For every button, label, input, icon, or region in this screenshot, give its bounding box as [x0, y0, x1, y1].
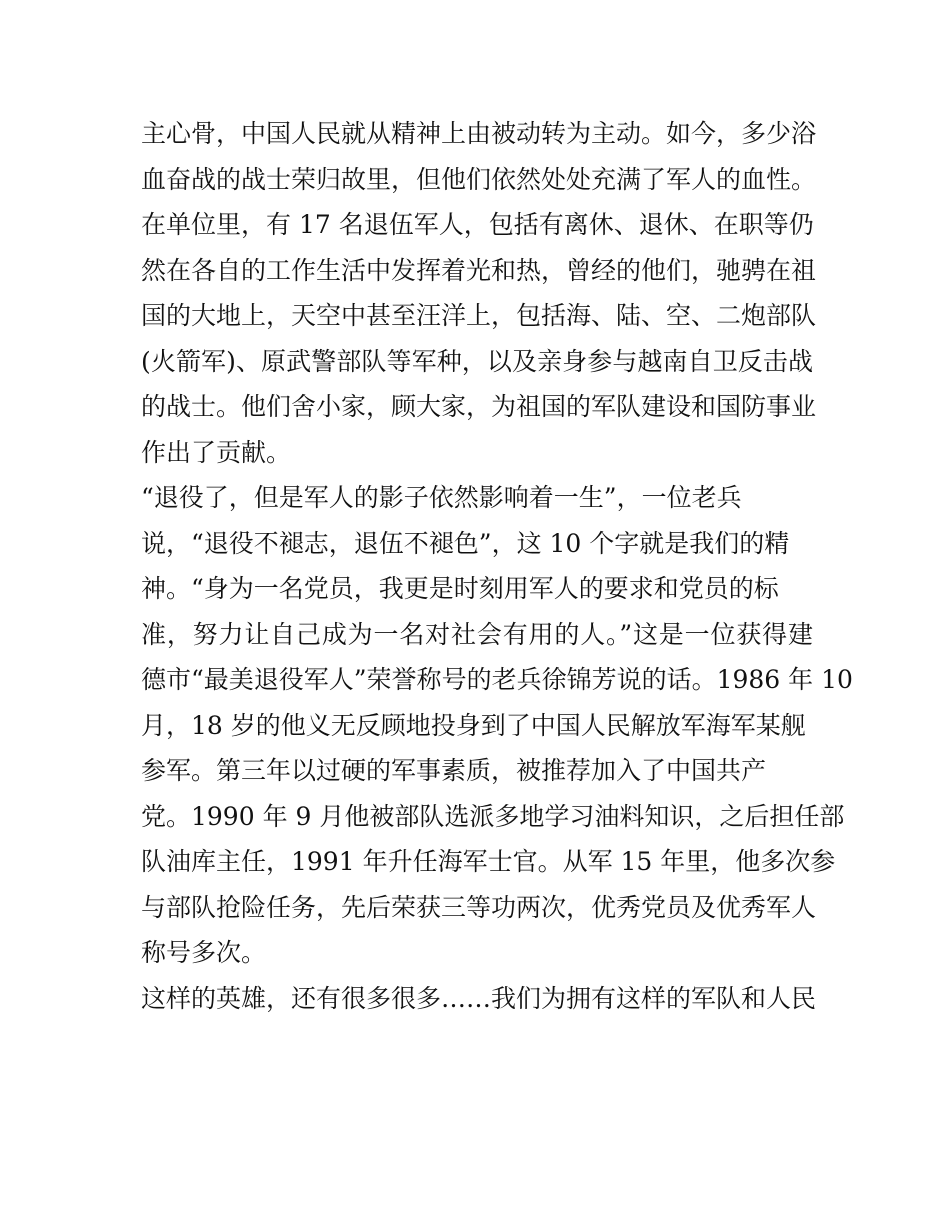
paragraph-1 — [141, 111, 817, 475]
text-line: 称号多次。 — [141, 938, 267, 967]
paragraph-3 — [141, 976, 817, 1022]
text-line: 国的大地上，天空中甚至汪洋上，包括海、陆、空、二炮部队 — [141, 301, 817, 330]
text-line: 作出了贡献。 — [141, 437, 292, 467]
text-line: 与部队抢险任务，先后荣获三等功两次，优秀党员及优秀军人 — [141, 892, 817, 922]
text-line: “退役了，但是军人的影子依然影响着一生”，一位老兵 — [141, 483, 742, 512]
text-line: 在单位里，有 17 名退伍军人，包括有离休、退休、在职等仍 — [141, 210, 814, 239]
text-line: 这样的英雄，还有很多很多……我们为拥有这样的军队和人民 — [141, 983, 817, 1013]
text-line: 月，18 岁的他义无反顾地投身到了中国人民解放军海军某舰 — [141, 710, 806, 740]
text-line: 德市“最美退役军人”荣誉称号的老兵徐锦芳说的话。1986 年 10 — [141, 665, 853, 694]
document-body — [141, 111, 853, 1021]
text-line: (火箭军)、原武警部队等军种，以及亲身参与越南自卫反击战 — [141, 346, 813, 376]
text-line: 党。1990 年 9 月他被部队选派多地学习油料知识，之后担任部 — [141, 801, 845, 831]
text-line: 神。“身为一名党员，我更是时刻用军人的要求和党员的标 — [141, 574, 779, 603]
text-line: 的战士。他们舍小家，顾大家，为祖国的军队建设和国防事业 — [141, 392, 817, 421]
paragraph-2 — [141, 475, 853, 976]
text-line: 血奋战的战士荣归故里，但他们依然处处充满了军人的血性。 — [141, 164, 817, 194]
text-line: 准，努力让自己成为一名对社会有用的人。”这是一位获得建 — [141, 619, 813, 649]
text-line: 队油库主任，1991 年升任海军士官。从军 15 年里，他多次参 — [141, 847, 836, 876]
text-line: 主心骨，中国人民就从精神上由被动转为主动。如今，多少浴 — [141, 119, 817, 148]
text-line: 然在各自的工作生活中发挥着光和热，曾经的他们，驰骋在祖 — [141, 255, 817, 285]
text-line: 说，“退役不褪志，退伍不褪色”，这 10 个字就是我们的精 — [141, 528, 790, 558]
text-line: 参军。第三年以过硬的军事素质，被推荐加入了中国共产 — [141, 756, 767, 785]
